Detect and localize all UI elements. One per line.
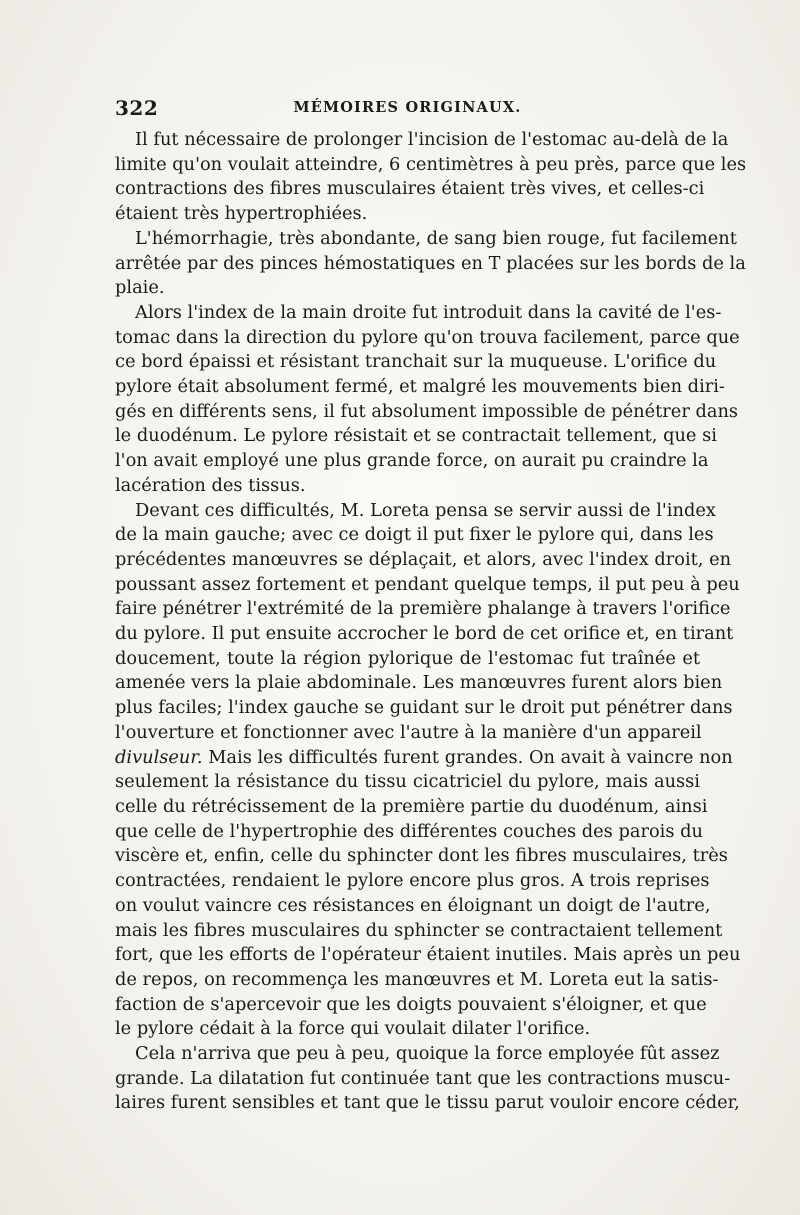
page-number: 322: [115, 96, 159, 120]
text-line: faction de s'apercevoir que les doigts pouvaient s'éloigner, et que: [115, 993, 707, 1015]
text-line: que celle de l'hypertrophie des différentes couches des parois du: [115, 820, 703, 842]
text-line: doucement, toute la région pylorique de l'estomac fut traînée et: [115, 647, 700, 669]
paragraph-4: [115, 499, 741, 1042]
text-line: celle du rétrécissement de la première partie du duodénum, ainsi: [115, 795, 708, 817]
text-line: étaient très hypertrophiées.: [115, 203, 368, 225]
text-line: fort, que les efforts de l'opérateur étaient inutiles. Mais après un peu: [115, 944, 741, 966]
text-line: laires furent sensibles et tant que le tissu parut vouloir encore céder,: [115, 1092, 740, 1114]
text-line: du pylore. Il put ensuite accrocher le bord de cet orifice et, en tirant: [115, 623, 734, 645]
text-line: de repos, on recommença les manœuvres et M. Loreta eut la satis-: [115, 968, 719, 990]
text-line: de la main gauche; avec ce doigt il put fixer le pylore qui, dans les: [115, 524, 714, 546]
text-line: amenée vers la plaie abdominale. Les manœuvres furent alors bien: [115, 672, 723, 694]
text-line-rest: Mais les difficultés furent grandes. On avait à vaincre non: [202, 746, 733, 768]
text-line-italic-start: [115, 746, 733, 771]
text-line: le pylore cédait à la force qui voulait dilater l'orifice.: [115, 1018, 591, 1040]
text-line: plus faciles; l'index gauche se guidant sur le droit put pénétrer dans: [115, 697, 733, 719]
paragraph-3: [115, 301, 740, 499]
text-line: contractées, rendaient le pylore encore plus gros. A trois reprises: [115, 870, 710, 892]
text-line: plaie.: [115, 277, 165, 299]
text-line: l'on avait employé une plus grande force, on aurait pu craindre la: [115, 450, 709, 472]
text-line: faire pénétrer l'extrémité de la première phalange à travers l'orifice: [115, 598, 731, 620]
paragraph-1: [115, 128, 747, 227]
text-line: grande. La dilatation fut continuée tant que les contractions muscu-: [115, 1067, 731, 1089]
text-line: Cela n'arriva que peu à peu, quoique la force employée fût assez: [135, 1043, 720, 1065]
text-line: poussant assez fortement et pendant quelque temps, il put peu à peu: [115, 573, 740, 595]
text-line: mais les fibres musculaires du sphincter se contractaient tellement: [115, 919, 723, 941]
text-line: Il fut nécessaire de prolonger l'incision de l'estomac au-delà de la: [135, 129, 729, 150]
text-line: contractions des fibres musculaires étaient très vives, et celles-ci: [115, 178, 705, 200]
text-line: pylore était absolument fermé, et malgré les mouvements bien diri-: [115, 376, 725, 398]
text-line: arrêtée par des pinces hémostatiques en T placées sur les bords de la: [115, 252, 746, 274]
text-line: on voulut vaincre ces résistances en éloignant un doigt de l'autre,: [115, 894, 711, 916]
text-line: Devant ces difficultés, M. Loreta pensa se servir aussi de l'index: [135, 499, 716, 521]
text-line: L'hémorrhagie, très abondante, de sang bien rouge, fut facilement: [135, 227, 737, 249]
body-text: [115, 128, 747, 1116]
text-line: Alors l'index de la main droite fut introduit dans la cavité de l'es-: [135, 301, 722, 323]
text-line: ce bord épaissi et résistant tranchait sur la muqueuse. L'orifice du: [115, 351, 717, 373]
page-header: [115, 96, 700, 122]
text-line: gés en différents sens, il fut absolument impossible de pénétrer dans: [115, 400, 739, 422]
text-line: limite qu'on voulait atteindre, 6 centimètres à peu près, parce que les: [115, 153, 747, 175]
text-line: l'ouverture et fonctionner avec l'autre à la manière d'un appareil: [115, 721, 702, 743]
text-line: seulement la résistance du tissu cicatriciel du pylore, mais aussi: [115, 771, 700, 793]
italic-word: divulseur.: [115, 746, 203, 768]
text-line: précédentes manœuvres se déplaçait, et alors, avec l'index droit, en: [115, 548, 732, 570]
text-line: viscère et, enfin, celle du sphincter dont les fibres musculaires, très: [115, 845, 728, 867]
text-line: tomac dans la direction du pylore qu'on trouva facilement, parce que: [115, 326, 740, 348]
paragraph-5: [115, 1042, 740, 1116]
running-title: MÉMOIRES ORIGINAUX.: [293, 99, 522, 116]
paragraph-2: [115, 227, 746, 301]
text-line: le duodénum. Le pylore résistait et se contractait tellement, que si: [115, 425, 717, 447]
text-line: lacération des tissus.: [115, 474, 306, 496]
